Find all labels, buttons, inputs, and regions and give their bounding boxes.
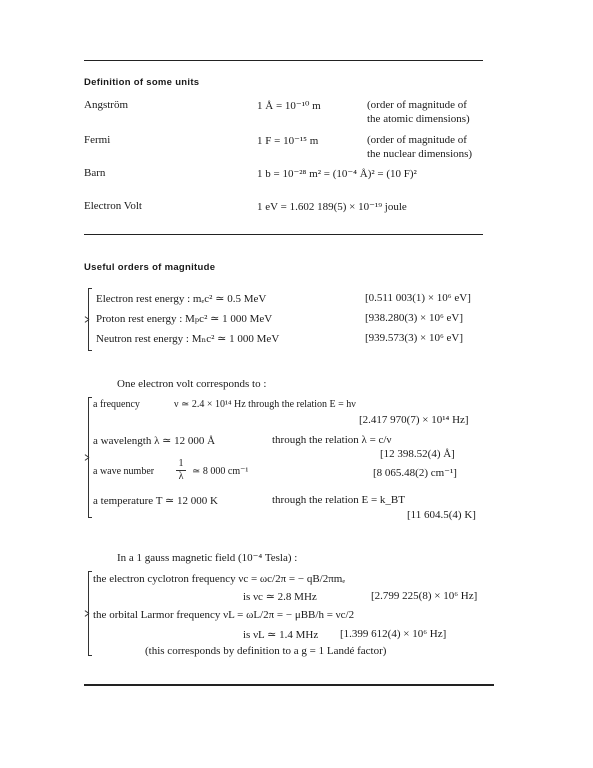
rest-energy-value: [938.280(3) × 10⁶ eV] — [365, 312, 464, 324]
ev-brace — [88, 397, 89, 517]
brace-tip — [88, 517, 92, 518]
ev-temperature-value: [11 604.5(4) K] — [407, 509, 476, 521]
cyclotron-relation: the electron cyclotron frequency νc = ωc/2π = − qB/2πmₑ — [93, 573, 346, 585]
fraction-denominator: λ — [178, 471, 184, 482]
def-note: (order of magnitude of — [367, 134, 467, 146]
ev-wavelength-label: a wavelength λ ≃ 12 000 Å — [93, 435, 216, 447]
brace-tip — [88, 571, 92, 572]
ev-wavelength-relation: through the relation λ = c/ν — [272, 434, 392, 446]
ev-frequency-relation: ν ≃ 2.4 × 10¹⁴ Hz through the relation E = hν — [174, 399, 356, 410]
brace-tip — [88, 350, 92, 351]
magnitude-heading: Useful orders of magnitude — [84, 262, 216, 273]
def-name: Fermi — [84, 134, 111, 146]
rest-energy-label: Proton rest energy : Mₚc² ≃ 1 000 MeV — [96, 313, 273, 325]
ev-wavenumber-value-approx: ≃ 8 000 cm⁻¹ — [192, 466, 249, 477]
ev-frequency-label: a frequency — [93, 399, 140, 410]
definitions-heading: Definition of some units — [84, 77, 200, 88]
cyclotron-approx: is νc ≃ 2.8 MHz — [243, 591, 317, 603]
lande-note: (this corresponds by definition to a g = 1 Landé factor) — [145, 645, 387, 657]
bottom-rule — [84, 684, 494, 686]
rest-energy-value: [939.573(3) × 10⁶ eV] — [365, 332, 464, 344]
rest-energy-label: Neutron rest energy : Mₙc² ≃ 1 000 MeV — [96, 333, 280, 345]
ev-temperature-relation: through the relation E = k_BT — [272, 494, 405, 506]
def-name: Barn — [84, 167, 106, 179]
larmor-value: [1.399 612(4) × 10⁶ Hz] — [340, 628, 447, 640]
ev-wavenumber-value: [8 065.48(2) cm⁻¹] — [373, 467, 457, 479]
rest-energy-value: [0.511 003(1) × 10⁶ eV] — [365, 292, 471, 304]
ev-temperature-label: a temperature T ≃ 12 000 K — [93, 495, 218, 507]
def-name: Angström — [84, 99, 128, 111]
rest-energy-brace — [88, 288, 89, 350]
ev-wavenumber-fraction — [176, 458, 186, 483]
def-note: the atomic dimensions) — [367, 113, 470, 125]
middle-rule — [84, 234, 483, 235]
def-value: 1 F = 10⁻¹⁵ m — [257, 135, 319, 147]
def-note: (order of magnitude of — [367, 99, 467, 111]
fraction-numerator: 1 — [176, 458, 186, 471]
brace-tip — [88, 655, 92, 656]
larmor-approx: is νL ≃ 1.4 MHz — [243, 629, 319, 641]
def-value: 1 Å = 10⁻¹⁰ m — [257, 100, 321, 112]
gauss-brace — [88, 571, 89, 655]
ev-intro: One electron volt corresponds to : — [117, 378, 267, 390]
gauss-intro: In a 1 gauss magnetic field (10⁻⁴ Tesla) : — [117, 552, 298, 564]
cyclotron-value: [2.799 225(8) × 10⁶ Hz] — [371, 590, 478, 602]
def-value: 1 b = 10⁻²⁸ m² = (10⁻⁴ Å)² = (10 F)² — [257, 168, 417, 180]
brace-tip — [88, 397, 92, 398]
brace-tip — [88, 288, 92, 289]
def-value: 1 eV = 1.602 189(5) × 10⁻¹⁹ joule — [257, 201, 407, 213]
rest-energy-label: Electron rest energy : mₑc² ≃ 0.5 MeV — [96, 293, 267, 305]
def-name: Electron Volt — [84, 200, 142, 212]
ev-wavelength-value: [12 398.52(4) Å] — [380, 448, 455, 460]
ev-wavenumber-label: a wave number — [93, 466, 155, 477]
def-note: the nuclear dimensions) — [367, 148, 473, 160]
larmor-relation: the orbital Larmor frequency νL = ωL/2π = − μBB/h = νc/2 — [93, 609, 355, 621]
ev-frequency-value: [2.417 970(7) × 10¹⁴ Hz] — [359, 414, 469, 426]
top-rule — [84, 60, 483, 61]
